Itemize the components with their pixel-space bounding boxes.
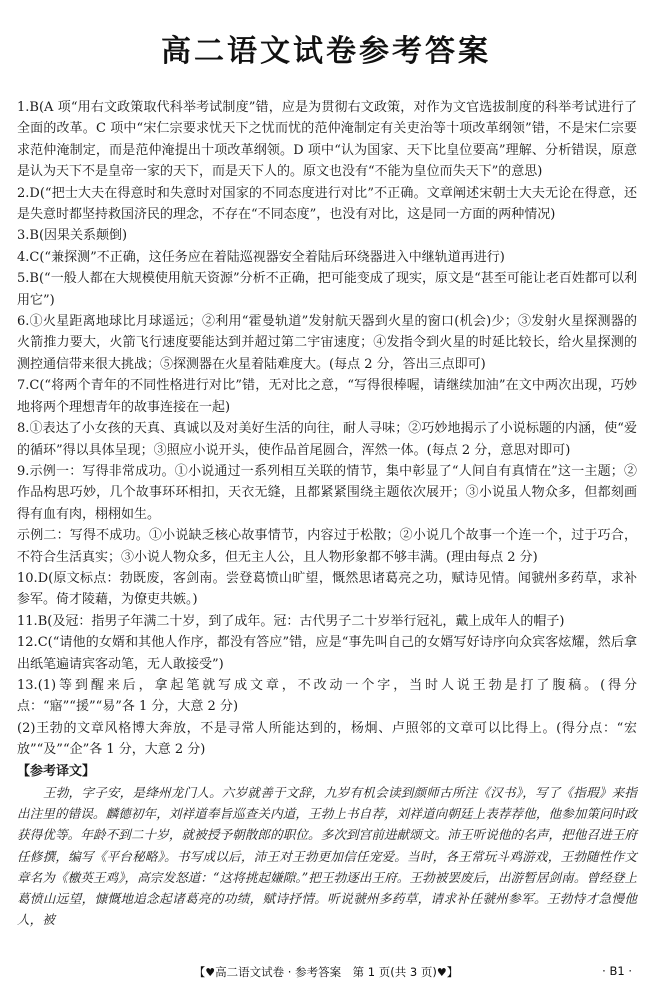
page-title: 高二语文试卷参考答案 [161, 34, 491, 69]
answer-item-8: 8.①表达了小女孩的天真、真诚以及对美好生活的向往，耐人寻味；②巧妙地揭示了小说标题的内涵，使“爱的循环”得以具体呈现；③照应小说开头，使作品首尾圆合，浑然一体。(每点 2 分，意思对即可) [17, 421, 637, 458]
answer-item-4: 4.C(“兼探测”不正确，这任务应在着陆巡视器安全着陆后环绕器进入中继轨道再进行) [17, 249, 505, 265]
answer-item-6: 6.①火星距离地球比月球遥远；②利用“霍曼轨道”发射航天器到火星的窗口(机会)少；③发射火星探测器的火箭推力要大，火箭飞行速度要能达到并超过第二宇宙速度；④发指令到火星的时延比较长，给火星探测的测控通信带来很大挑战；⑤探测器在火星着陆难度大。(每点 2 分，答出三点即可) [17, 314, 637, 372]
answer-item-3: 3.B(因果关系颠倒) [17, 228, 128, 244]
answer-item-13-part-2: (2)王勃的文章风格博大奔放，不是寻常人所能达到的，杨炯、卢照邻的文章可以比得上。(得分点：“宏放”“及”“企”各 1 分，大意 2 分) [17, 720, 637, 758]
answer-item-9-example-2: 示例二：写得不成功。①小说缺乏核心故事情节，内容过于松散；②小说几个故事一个连一个，过于巧合，不符合生活真实；③小说人物众多，但无主人公，且人物形象都不够丰满。(理由每点 2 分) [17, 528, 637, 565]
answer-item-9: 9.示例一：写得非常成功。①小说通过一系列相互关联的情节，集中彰显了“人间自有真情在”这一主题；②作品构思巧妙，几个故事环环相扣，天衣无缝，且都紧紧围绕主题依次展开；③小说虽人物众多，但都刻画得有血有肉，栩栩如生。 [17, 463, 637, 522]
footer-center: 【♥高二语文试卷 · 参考答案 第 1 页(共 3 页)♥】 [193, 965, 459, 979]
page-footer [0, 962, 652, 982]
answer-item-13: 13.(1)等到醒来后，拿起笔就写成文章，不改动一个字，当时人说王勃是打了腹稿。(得分点：“寤”“援”“易”各 1 分，大意 2 分) [17, 677, 637, 715]
answer-item-5: 5.B(“一般人都在大规模使用航天资源”分析不正确，把可能变成了现实，原文是“甚至可能让老百姓都可以利用它”) [17, 271, 637, 308]
answer-item-2: 2.D(“把士大夫在得意时和失意时对国家的不同态度进行对比”不正确。文章阐述宋朝士大夫无论在得意，还是失意时都坚持救国济民的理念，不存在“不同态度”，也没有对比，这是同一方面的两种情况) [17, 185, 637, 223]
answer-item-10: 10.D(原文标点：勃既废，客剑南。尝登葛愤山旷望，慨然思诸葛亮之功，赋诗见情。闻虢州多药草，求补参军。倚才陵藉，为僚吏共嫉。) [17, 570, 637, 608]
answer-content [17, 97, 637, 930]
footer-text: 高二语文试卷 · 参考答案 第 1 页(共 3 页) [215, 965, 437, 979]
answer-item-12: 12.C(“请他的女婿和其他人作序，都没有答应”错，应是“事先叫自己的女婿写好诗序向众宾客炫耀，然后拿出纸笔遍请宾客动笔，无人敢接受”) [17, 635, 637, 672]
answer-item-11: 11.B(及冠：指男子年满二十岁，到了成年。冠：古代男子二十岁举行冠礼，戴上成年人的帽子) [17, 613, 565, 629]
reference-translation-text: 王勃，字子安，是绛州龙门人。六岁就善于文辞，九岁有机会读到颜师古所注《汉书》，写了《指瑕》来指出注里的错误。麟德初年，刘祥道奉旨巡查关内道，王勃上书自荐，刘祥道向朝廷上表荐荐他，他参加策问时政获得优等。年龄不到二十岁，就被授予朝散郎的职位。多次到宫前进献颂文。沛王听说他的名声，把他召进王府任修撰，编写《平台秘略》。书写成以后，沛王对王勃更加信任宠爱。当时，各王常玩斗鸡游戏，王勃随性作文章名为《檄英王鸡》，高宗发怒道：“这将挑起嫌隙。”把王勃逐出王府。王勃被罢废后，出游暂居剑南。曾经登上葛愤山远望，慷慨地追念起诸葛亮的功绩，赋诗抒情。听说虢州多药草，请求补任虢州参军。王勃恃才急慢他人，被 [17, 785, 637, 928]
reference-translation-label: 【参考译文】 [17, 763, 96, 779]
answer-item-1: 1.B(A 项“用右文政策取代科举考试制度”错，应是为贯彻右文政策，对作为文官选拔制度的科举考试进行了全面的改革。C 项中“宋仁宗要求忧天下之忧而忧的范仲淹制定有关吏治等十项改革纲领”错，不是宋仁宗要求范仲淹制定，而是范仲淹提出十项改革纲领。D 项中“认为国家、天下比皇位要高”理解、分析错误，原意是认为天下不是皇帝一家的天下，而是天下人的。原文也没有“不能为皇位而失天下”的意思) [17, 100, 637, 180]
heart-icon: ♥ [205, 966, 216, 979]
answer-item-7: 7.C(“将两个青年的不同性格进行对比”错，无对比之意，“写得很棒喔，请继续加油”在文中两次出现，巧妙地将两个理想青年的故事连接在一起) [17, 378, 637, 415]
heart-icon: ♥ [436, 966, 447, 979]
footer-page-code: · B1 · [602, 964, 632, 978]
